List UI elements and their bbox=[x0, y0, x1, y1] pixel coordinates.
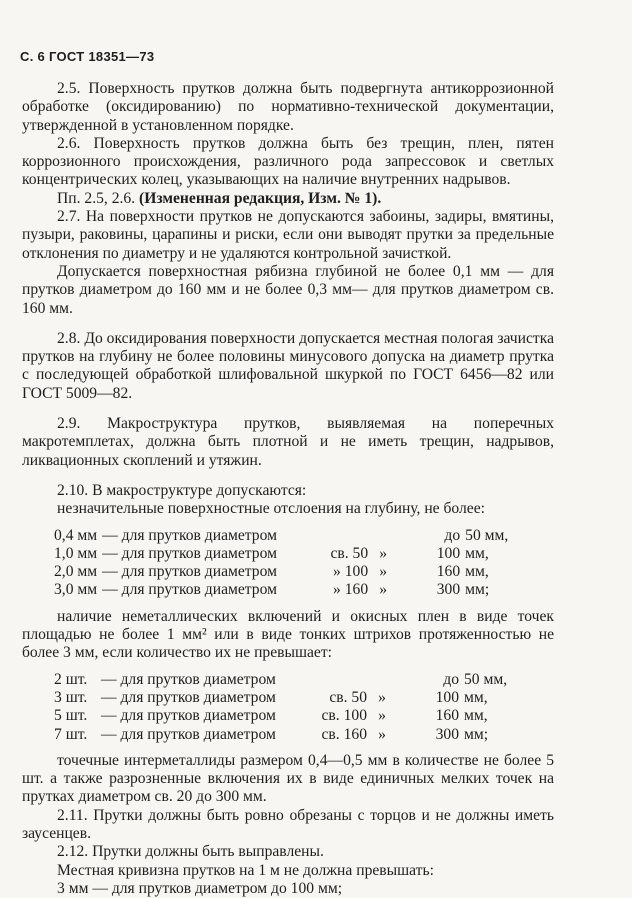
page-header: С. 6 ГОСТ 18351—73 bbox=[20, 49, 155, 64]
ditto-mark: » bbox=[378, 725, 386, 743]
range-to: 300 bbox=[435, 725, 459, 743]
row-text: — для прутков диаметром bbox=[102, 581, 277, 599]
clause-2-12-limit: 3 мм — для прутков диаметром до 100 мм; bbox=[57, 879, 343, 897]
clause-2-8: 2.8. До оксидирования поверхности допускается местная пологая зачистка прутков на глубину не более половины минусового допуска на диаметр прутка с последующей обработкой шлифовальной шкуркой по ГОСТ 6456—82 или ГОСТ 5009—82. bbox=[22, 329, 554, 402]
depth-value: 3,0 мм bbox=[54, 581, 98, 599]
count-value: 3 шт. bbox=[54, 688, 88, 706]
ditto-mark bbox=[368, 527, 398, 545]
range-unit: 50 мм, bbox=[464, 670, 508, 688]
range-unit: 50 мм, bbox=[465, 526, 509, 544]
ditto-mark: » bbox=[378, 688, 386, 706]
row-text: — для прутков диаметром bbox=[101, 670, 276, 688]
range-to: до bbox=[443, 670, 459, 688]
count-value: 5 шт. bbox=[54, 707, 88, 725]
range-to: 300 bbox=[436, 581, 461, 599]
depth-value: 1,0 мм bbox=[54, 544, 98, 562]
table-row bbox=[54, 563, 508, 581]
row-text: — для прутков диаметром bbox=[102, 526, 277, 544]
clause-2-12-curvature: Местная кривизна прутков на 1 м не должна превышать: bbox=[57, 861, 434, 879]
range-from: » 160 bbox=[333, 581, 369, 599]
range-unit: мм, bbox=[464, 707, 488, 725]
delamination-table bbox=[54, 527, 508, 600]
clause-2-10-delamination: незначительные поверхностные отслоения на глубину, не более: bbox=[57, 500, 485, 518]
range-to: 100 bbox=[436, 544, 461, 562]
edition-note-bold: (Измененная редакция, Изм. № 1). bbox=[139, 189, 382, 207]
row-text: — для прутков диаметром bbox=[101, 725, 276, 743]
table-row bbox=[54, 726, 507, 744]
range-unit: мм; bbox=[465, 581, 490, 599]
depth-value: 2,0 мм bbox=[54, 563, 98, 581]
table-row bbox=[54, 545, 508, 563]
edition-note-ref: Пп. 2.5, 2.6. bbox=[57, 189, 136, 207]
table-row bbox=[54, 671, 507, 689]
count-value: 7 шт. bbox=[54, 725, 88, 743]
clause-2-6: 2.6. Поверхность прутков должна быть без трещин, плен, пятен коррозионного происхождения, различного рода запрессовок и светлых концентрических колец, указывающих на наличие внутренних надрывов. bbox=[22, 134, 554, 189]
row-text: — для прутков диаметром bbox=[101, 707, 276, 725]
table-row bbox=[54, 527, 508, 545]
table-row bbox=[54, 707, 507, 725]
range-unit: мм, bbox=[465, 544, 489, 562]
ditto-mark: » bbox=[378, 707, 386, 725]
ditto-mark: » bbox=[379, 563, 388, 581]
clause-2-9: 2.9. Макроструктура прутков, выявляемая на поперечных макротемплетах, должна быть плотной и не иметь трещин, надрывов, ликвационных скоплений и утяжин. bbox=[22, 415, 554, 469]
table-row bbox=[54, 581, 508, 599]
range-from bbox=[319, 671, 367, 689]
clause-2-7: 2.7. На поверхности прутков не допускаются забоины, задиры, вмятины, пузыри, раковины, царапины и риски, если они выводят прутки за предельные отклонения по диаметру и не удаляются контрольной зачисткой. bbox=[22, 208, 554, 262]
range-from: св. 160 bbox=[321, 725, 367, 743]
table-row bbox=[54, 689, 507, 707]
range-from: св. 100 bbox=[321, 707, 367, 725]
clause-2-12: 2.12. Прутки должны быть выправлены. bbox=[57, 843, 324, 861]
clause-2-7-tolerance: Допускается поверхностная рябизна глубиной не более 0,1 мм — для прутков диаметром до 160 мм и не более 0,3 мм— для прутков диаметром св. 160 мм. bbox=[22, 262, 554, 317]
range-from: » 100 bbox=[333, 563, 369, 581]
clause-2-10-inclusions: наличие неметаллических включений и окисных плен в виде точек площадью не более 1 мм² или в виде тонких штрихов протяженностью не более 3 мм, если количество их не превышает: bbox=[22, 607, 554, 662]
ditto-mark: » bbox=[379, 544, 388, 562]
range-from bbox=[320, 527, 368, 545]
clause-2-10: 2.10. В макроструктуре допускаются: bbox=[57, 481, 307, 499]
range-unit: мм; bbox=[464, 725, 489, 743]
range-from: св. 50 bbox=[329, 688, 367, 706]
clause-2-10-intermetallics: точечные интерметаллиды размером 0,4—0,5 мм в количестве не более 5 шт. а также разрозненные включения их в виде единичных мелких точек на прутках диаметром св. 20 до 300 мм. bbox=[22, 751, 554, 806]
range-to: 160 bbox=[436, 563, 461, 581]
document-body bbox=[22, 80, 554, 898]
clause-2-5: 2.5. Поверхность прутков должна быть подвергнута антикоррозионной обработке (оксидированию) по нормативно-технической документации, утвержденной в установленном порядке. bbox=[22, 80, 554, 134]
edition-note bbox=[22, 190, 554, 208]
inclusions-table bbox=[54, 671, 507, 744]
range-from: св. 50 bbox=[330, 544, 369, 562]
range-unit: мм, bbox=[464, 688, 488, 706]
ditto-mark: » bbox=[379, 581, 388, 599]
range-to: 160 bbox=[435, 707, 459, 725]
depth-value: 0,4 мм bbox=[54, 526, 98, 544]
clause-2-11: 2.11. Прутки должны быть ровно обрезаны с торцов и не должны иметь заусенцев. bbox=[22, 806, 554, 842]
range-to: 100 bbox=[435, 688, 459, 706]
count-value: 2 шт. bbox=[54, 670, 88, 688]
range-to: до bbox=[444, 526, 461, 544]
ditto-mark bbox=[367, 671, 397, 689]
row-text: — для прутков диаметром bbox=[102, 544, 277, 562]
range-unit: мм, bbox=[465, 563, 489, 581]
row-text: — для прутков диаметром bbox=[102, 563, 277, 581]
row-text: — для прутков диаметром bbox=[101, 688, 276, 706]
